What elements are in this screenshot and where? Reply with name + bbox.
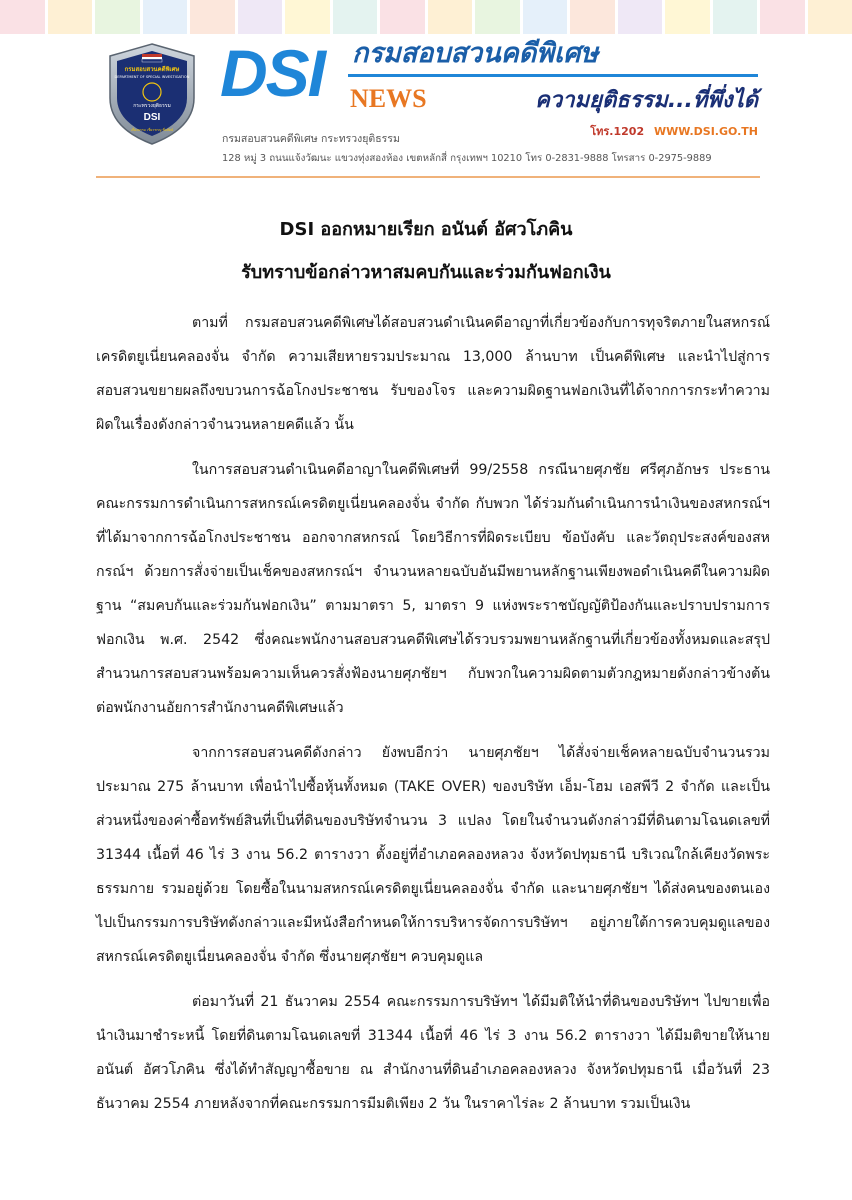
decorative-tile <box>0 0 45 34</box>
decorative-tile <box>665 0 710 34</box>
logo-text-en: DEPARTMENT OF SPECIAL INVESTIGATION <box>114 75 190 79</box>
decorative-tile <box>190 0 235 34</box>
article-body <box>96 306 770 1132</box>
decorative-tile <box>285 0 330 34</box>
hotline-number: โทร.1202 <box>590 125 645 138</box>
decorative-tile <box>618 0 663 34</box>
paragraph-1: ตามที่ กรมสอบสวนคดีพิเศษได้สอบสวนดำเนินคดีอาญาที่เกี่ยวข้องกับการทุจริตภายในสหกรณ์เครดิตยูเนี่ยนคลองจั่น จำกัด ความเสียหายรวมประมาณ 13,000 ล้านบาท เป็นคดีพิเศษ และนำไปสู่การสอบสวนขยายผลถึงขบวนการฉ้อโกงประชาชน รับของโจร และความผิดฐานฟอกเงินที่ได้จากการกระทำความผิดในเรื่องดังกล่าวจำนวนหลายคดีแล้ว นั้น <box>96 315 770 433</box>
logo-text-top: กรมสอบสวนคดีพิเศษ <box>124 66 180 73</box>
logo-text-dsi: DSI <box>143 112 161 123</box>
decorative-tile <box>760 0 805 34</box>
decorative-tile <box>808 0 852 34</box>
header-rule <box>96 176 760 178</box>
decorative-tile <box>523 0 568 34</box>
letterhead <box>92 34 760 180</box>
address-line: 128 หมู่ 3 ถนนแจ้งวัฒนะ แขวงทุ่งสองห้อง เขตหลักสี่ กรุงเทพฯ 10210 โทร 0-2831-9888 โทรสาร 0-2975-9889 <box>222 153 712 164</box>
decorative-tile <box>713 0 758 34</box>
decorative-tile <box>333 0 378 34</box>
decorative-tile <box>238 0 283 34</box>
brand-motto: ความยุติธรรม...ที่พึ่งได้ <box>535 88 758 113</box>
website-url: WWW.DSI.GO.TH <box>653 125 758 138</box>
decorative-tile <box>143 0 188 34</box>
headline-line-2: รับทราบข้อกล่าวหาสมคบกันและร่วมกันฟอกเงิน <box>241 262 611 283</box>
decorative-tile <box>428 0 473 34</box>
brand-divider <box>348 74 758 77</box>
decorative-tile <box>570 0 615 34</box>
decorative-tile <box>380 0 425 34</box>
dsi-shield-logo <box>104 42 200 146</box>
paragraph-2: ในการสอบสวนดำเนินคดีอาญาในคดีพิเศษที่ 99/2558 กรณีนายศุภชัย ศรีศุภอักษร ประธานคณะกรรมการดำเนินการสหกรณ์เครดิตยูเนี่ยนคลองจั่น จำกัด กับพวก ได้ร่วมกันดำเนินการนำเงินของสหกรณ์ฯ ที่ได้มาจากการฉ้อโกงประชาชน ออกจากสหกรณ์ โดยวิธีการที่ผิดระเบียบ ข้อบังคับ และวัตถุประสงค์ของสหกรณ์ฯ ด้วยการสั่งจ่ายเป็นเช็คของสหกรณ์ฯ จำนวนหลายฉบับอันมีพยานหลักฐานเพียงพอดำเนินคดีในความผิดฐาน “สมคบกันและร่วมกันฟอกเงิน” ตามมาตรา 5, มาตรา 9 แห่งพระราชบัญญัติป้องกันและปราบปรามการฟอกเงิน พ.ศ. 2542 ซึ่งคณะพนักงานสอบสวนคดีพิเศษได้รวบรวมพยานหลักฐานที่เกี่ยวข้องทั้งหมดและสรุปสำนวนการสอบสวนพร้อมความเห็นควรสั่งฟ้องนายศุภชัยฯ กับพวกในความผิดตามตัวกฎหมายดังกล่าวข้างต้น ต่อพนักงานอัยการสำนักงานคดีพิเศษแล้ว <box>96 462 770 716</box>
decorative-tile <box>475 0 520 34</box>
decorative-tile-strip <box>0 0 852 34</box>
headline-line-1: DSI ออกหมายเรียก อนันต์ อัศวโภคิน <box>279 219 573 240</box>
decorative-tile <box>48 0 93 34</box>
logo-text-bottom: เที่ยงธรรม เชี่ยวชาญ ซื่อสัตย์ <box>130 128 174 132</box>
brand-dsi: DSI <box>220 36 325 110</box>
brand-block <box>210 38 758 168</box>
logo-text-ministry: กระทรวงยุติธรรม <box>133 103 171 109</box>
org-line: กรมสอบสวนคดีพิเศษ กระทรวงยุติธรรม <box>222 133 400 145</box>
brand-news: NEWS <box>350 84 427 113</box>
paragraph-4: ต่อมาวันที่ 21 ธันวาคม 2554 คณะกรรมการบริษัทฯ ได้มีมติให้นำที่ดินของบริษัทฯ ไปขายเพื่อนำเงินมาชำระหนี้ โดยที่ดินตามโฉนดเลขที่ 31344 เนื้อที่ 46 ไร่ 3 งาน 56.2 ตารางวา ได้มีมติขายให้นายอนันต์ อัศวโภคิน ซึ่งได้ทำสัญญาซื้อขาย ณ สำนักงานที่ดินอำเภอคลองหลวง จังหวัดปทุมธานี เมื่อวันที่ 23 ธันวาคม 2554 ภายหลังจากที่คณะกรรมการมีมติเพียง 2 วัน ในราคาไร่ละ 2 ล้านบาท รวมเป็นเงิน <box>96 994 770 1112</box>
brand-thai-title: กรมสอบสวนคดีพิเศษ <box>352 38 599 69</box>
decorative-tile <box>95 0 140 34</box>
paragraph-3: จากการสอบสวนคดีดังกล่าว ยังพบอีกว่า นายศุภชัยฯ ได้สั่งจ่ายเช็คหลายฉบับจำนวนรวมประมาณ 275 ล้านบาท เพื่อนำไปซื้อหุ้นทั้งหมด (TAKE OVER) ของบริษัท เอ็ม-โฮม เอสพีวี 2 จำกัด และเป็นส่วนหนึ่งของค่าซื้อทรัพย์สินที่เป็นที่ดินของบริษัทจำนวน 3 แปลง โดยในจำนวนดังกล่าวมีที่ดินตามโฉนดเลขที่ 31344 เนื้อที่ 46 ไร่ 3 งาน 56.2 ตารางวา ตั้งอยู่ที่อำเภอคลองหลวง จังหวัดปทุมธานี บริเวณใกล้เคียงวัดพระธรรมกาย รวมอยู่ด้วย โดยซื้อในนามสหกรณ์เครดิตยูเนี่ยนคลองจั่น จำกัด และนายศุภชัยฯ ได้ส่งคนของตนเองไปเป็นกรรมการบริษัทดังกล่าวและมีหนังสือกำหนดให้การบริหารจัดการบริษัทฯ อยู่ภายใต้การควบคุมดูแลของสหกรณ์เครดิตยูเนี่ยนคลองจั่น จำกัด ซึ่งนายศุภชัยฯ ควบคุมดูแล <box>96 745 770 965</box>
